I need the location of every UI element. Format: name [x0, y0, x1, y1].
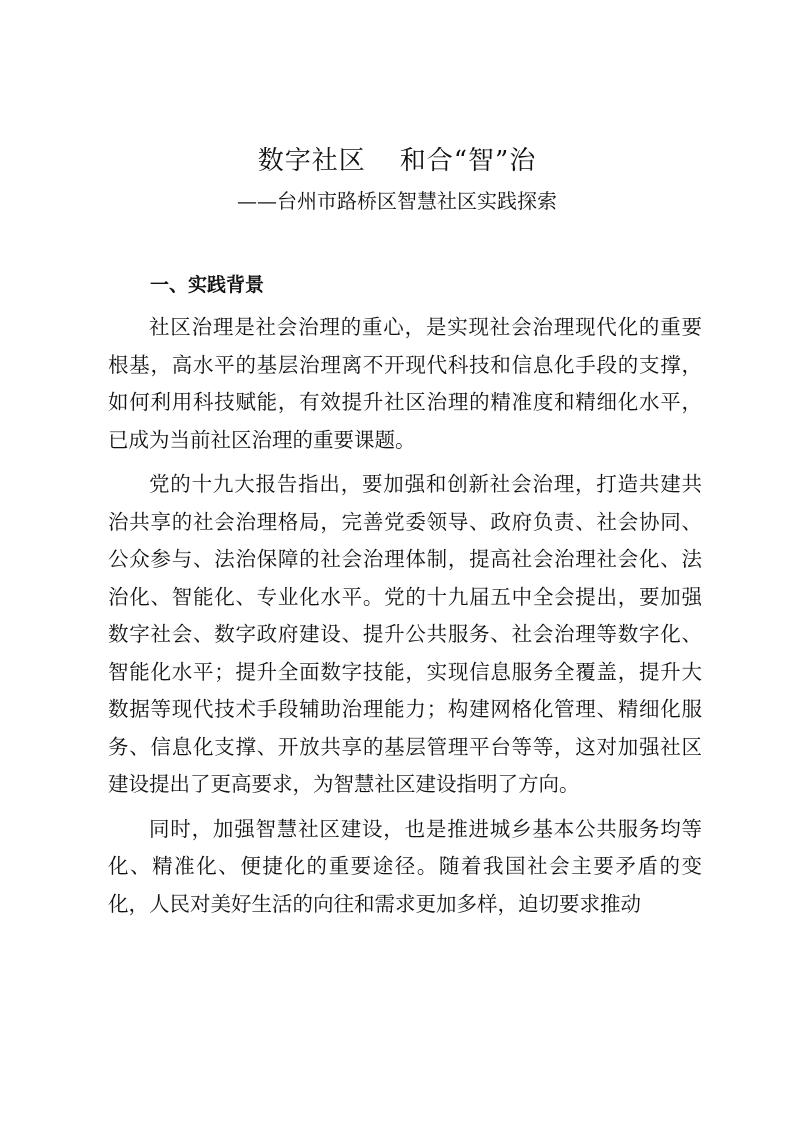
paragraph-2: 党的十九大报告指出，要加强和创新社会治理，打造共建共治共享的社会治理格局，完善党委领导、政府负责、社会协同、公众参与、法治保障的社会治理体制，提高社会治理社会化、法治化、智能化、专业化水平。党的十九届五中全会提出，要加强数字社会、数字政府建设、提升公共服务、社会治理等数字化、智能化水平；提升全面数字技能，实现信息服务全覆盖，提升大数据等现代技术手段辅助治理能力；构建网格化管理、精细化服务、信息化支撑、开放共享的基层管理平台等等，这对加强社区建设提出了更高要求，为智慧社区建设指明了方向。 [108, 472, 702, 796]
paragraph-1: 社区治理是社会治理的重心，是实现社会治理现代化的重要根基，高水平的基层治理离不开现代科技和信息化手段的支撑，如何利用科技赋能，有效提升社区治理的精准度和精细化水平，已成为当前社区治理的重要课题。 [108, 315, 702, 452]
section-heading: 一、实践背景 [150, 274, 265, 296]
title-part-2: 和合“智”治 [399, 146, 537, 176]
document-subtitle: ——台州市路桥区智慧社区实践探索 [237, 189, 557, 213]
document-title [0, 144, 794, 178]
body-text [108, 309, 702, 930]
paragraph-3: 同时，加强智慧社区建设，也是推进城乡基本公共服务均等化、精准化、便捷化的重要途径。随着我国社会主要矛盾的变化，人民对美好生活的向往和需求更加多样，迫切要求推动 [108, 816, 702, 916]
title-part-1: 数字社区 [257, 146, 366, 176]
